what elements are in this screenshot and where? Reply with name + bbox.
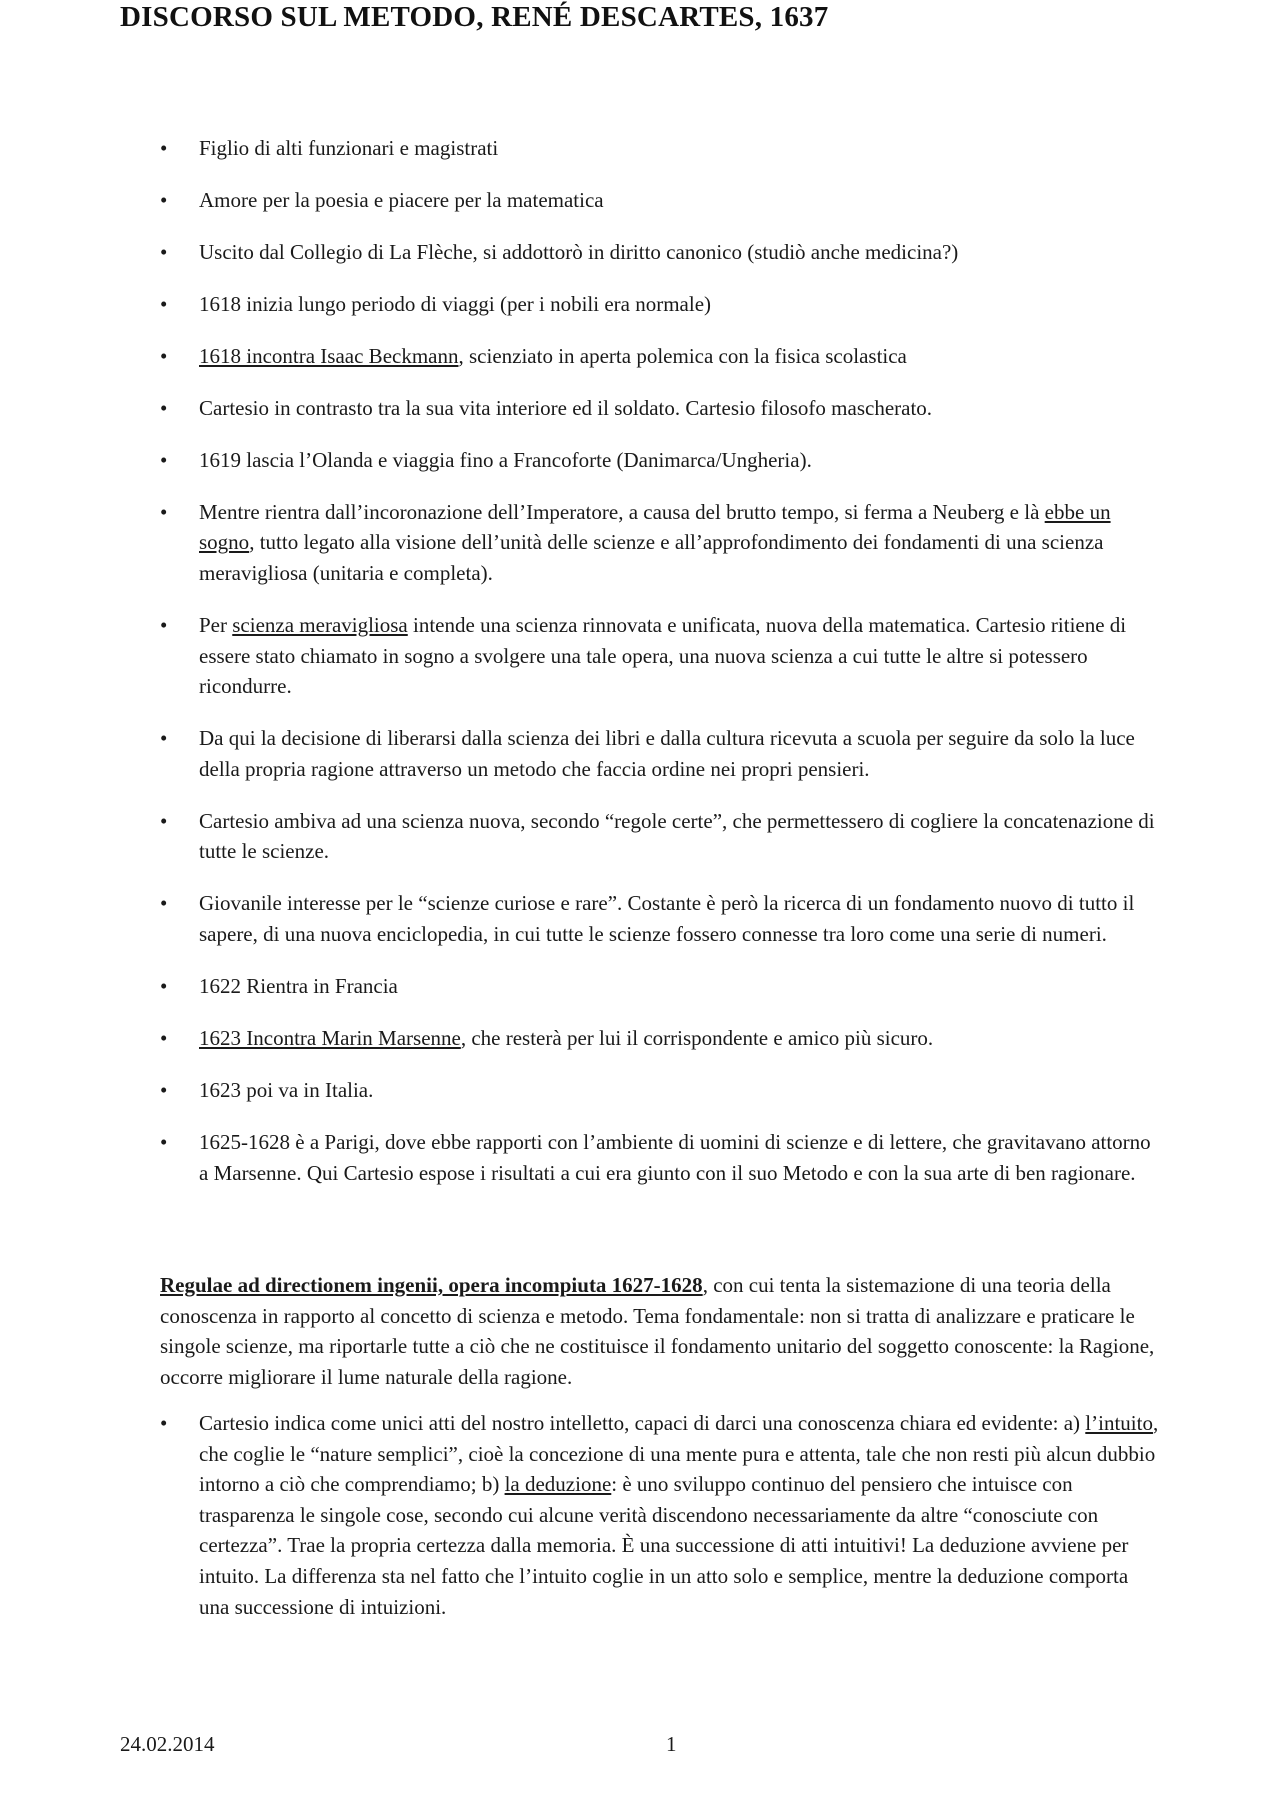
list-item: [160, 1408, 1160, 1622]
list-item-text: Per: [199, 613, 233, 638]
list-item-text: intende una scienza rinnovata e unificata, nuova della matematica. Cartesio ritiene di essere stato chiamato in sogno a svolgere una tale opera, una nuova scienza a cui tutte le altre si potessero ricondurre.: [199, 613, 1127, 699]
list-item: [160, 289, 1160, 320]
underlined-text: scienza meravigliosa: [232, 613, 408, 638]
list-item-text: Da qui la decisione di liberarsi dalla scienza dei libri e dalla cultura ricevuta a scuola per seguire da solo la luce della propria ragione attraverso un metodo che faccia ordine nei propri pensieri.: [199, 726, 1135, 781]
list-item-text: 1618 inizia lungo periodo di viaggi (per i nobili era normale): [199, 291, 712, 316]
list-item: [160, 610, 1160, 702]
list-item: [160, 185, 1160, 216]
list-item-text: , scienziato in aperta polemica con la fisica scolastica: [458, 343, 907, 368]
list-item-text: 1622 Rientra in Francia: [199, 973, 398, 998]
list-item: [160, 888, 1160, 949]
list-item: [160, 1075, 1160, 1106]
list-item-text: , tutto legato alla visione dell’unità delle scienze e all’approfondimento dei fondamenti di una scienza meravigliosa (unitaria e completa).: [199, 530, 1104, 586]
list-item-text: Figlio di alti funzionari e magistrati: [199, 136, 499, 160]
list-item: [160, 237, 1160, 268]
bullet-list: [160, 133, 1160, 1210]
underlined-text: ebbe un sogno: [199, 499, 1111, 555]
list-item-text: 1625-1628 è a Parigi, dove ebbe rapporti con l’ambiente di uomini di scienze e di lettere, che gravitavano attorno a Marsenne. Qui Cartesio espose i risultati a cui era giunto con il suo Metodo e con la sua arte di ben ragionare.: [199, 1129, 1151, 1185]
list-item: [160, 393, 1160, 424]
underlined-text: 1618 incontra Isaac Beckmann: [199, 343, 459, 368]
footer-date: 24.02.2014: [120, 1732, 215, 1756]
list-item-text: Mentre rientra dall’incoronazione dell’Imperatore, a causa del brutto tempo, si ferma a Neuberg e là: [199, 499, 1045, 524]
paragraph-text: , con cui tenta la sistemazione di una teoria della conoscenza in rapporto al concetto di scienza e metodo. Tema fondamentale: non si tratta di analizzare e praticare le singole scienze, ma riportarle tutte a ciò che ne costituisce il fondamento unitario del soggetto conoscente: la Ragione, occorre migliorare il lume naturale della ragione.: [160, 1273, 1155, 1389]
list-item: [160, 445, 1160, 476]
underlined-text: l’intuito: [1085, 1411, 1153, 1435]
list-item-text: Cartesio in contrasto tra la sua vita interiore ed il soldato. Cartesio filosofo mascherato.: [199, 395, 933, 420]
list-item: [160, 806, 1160, 867]
list-item-text: Giovanile interesse per le “scienze curiose e rare”. Costante è però la ricerca di un fondamento nuovo di tutto il sapere, di una nuova enciclopedia, in cui tutte le scienze fossero connesse tra loro come una serie di numeri.: [199, 891, 1135, 946]
underlined-text: la deduzione: [504, 1472, 612, 1497]
regulae-heading: Regulae ad directionem ingenii, opera incompiuta 1627-1628: [160, 1273, 703, 1297]
list-item: [160, 497, 1160, 589]
underlined-text: 1623 Incontra Marin Marsenne: [199, 1025, 461, 1050]
page-title: DISCORSO SUL METODO, RENÉ DESCARTES, 1637: [120, 1, 829, 33]
list-item-text: 1619 lascia l’Olanda e viaggia fino a Francoforte (Danimarca/Ungheria).: [199, 447, 812, 472]
list-item-text: , che resterà per lui il corrispondente e amico più sicuro.: [460, 1025, 934, 1050]
list-item: [160, 1127, 1160, 1188]
list-item: [160, 133, 1160, 164]
list-item-text: Cartesio indica come unici atti del nostro intelletto, capaci di darci una conoscenza chiara ed evidente: a): [199, 1411, 1086, 1435]
list-item-text: , che coglie le “nature semplici”, cioè la concezione di una mente pura e attenta, tale che non resti più alcun dubbio intorno a ciò che comprendiamo; b): [199, 1411, 1159, 1497]
list-item-text: Uscito dal Collegio di La Flèche, si addottorò in diritto canonico (studiò anche medicina?): [199, 239, 959, 264]
list-item-text: Cartesio ambiva ad una scienza nuova, secondo “regole certe”, che permettessero di cogliere la concatenazione di tutte le scienze.: [199, 808, 1155, 864]
list-item-text: 1623 poi va in Italia.: [199, 1077, 374, 1102]
list-item: [160, 723, 1160, 784]
regulae-paragraph: [160, 1270, 1160, 1392]
list-item: [160, 971, 1160, 1002]
list-item-text: Amore per la poesia e piacere per la matematica: [199, 187, 604, 212]
page-number: 1: [666, 1732, 677, 1756]
list-item: [160, 1023, 1160, 1054]
list-item-text: : è uno sviluppo continuo del pensiero che intuisce con trasparenza le singole cose, secondo cui alcune verità discendono necessariamente da altre “conosciute con certezza”. Trae la propria certezza dalla memoria. È una successione di atti intuitivi! La deduzione avviene per intuito. La differenza sta nel fatto che l’intuito coglie in un atto solo e semplice, mentre la deduzione comporta una successione di intuizioni.: [199, 1472, 1129, 1619]
bullet-list-intuito: [160, 1408, 1160, 1622]
list-item: [160, 341, 1160, 372]
